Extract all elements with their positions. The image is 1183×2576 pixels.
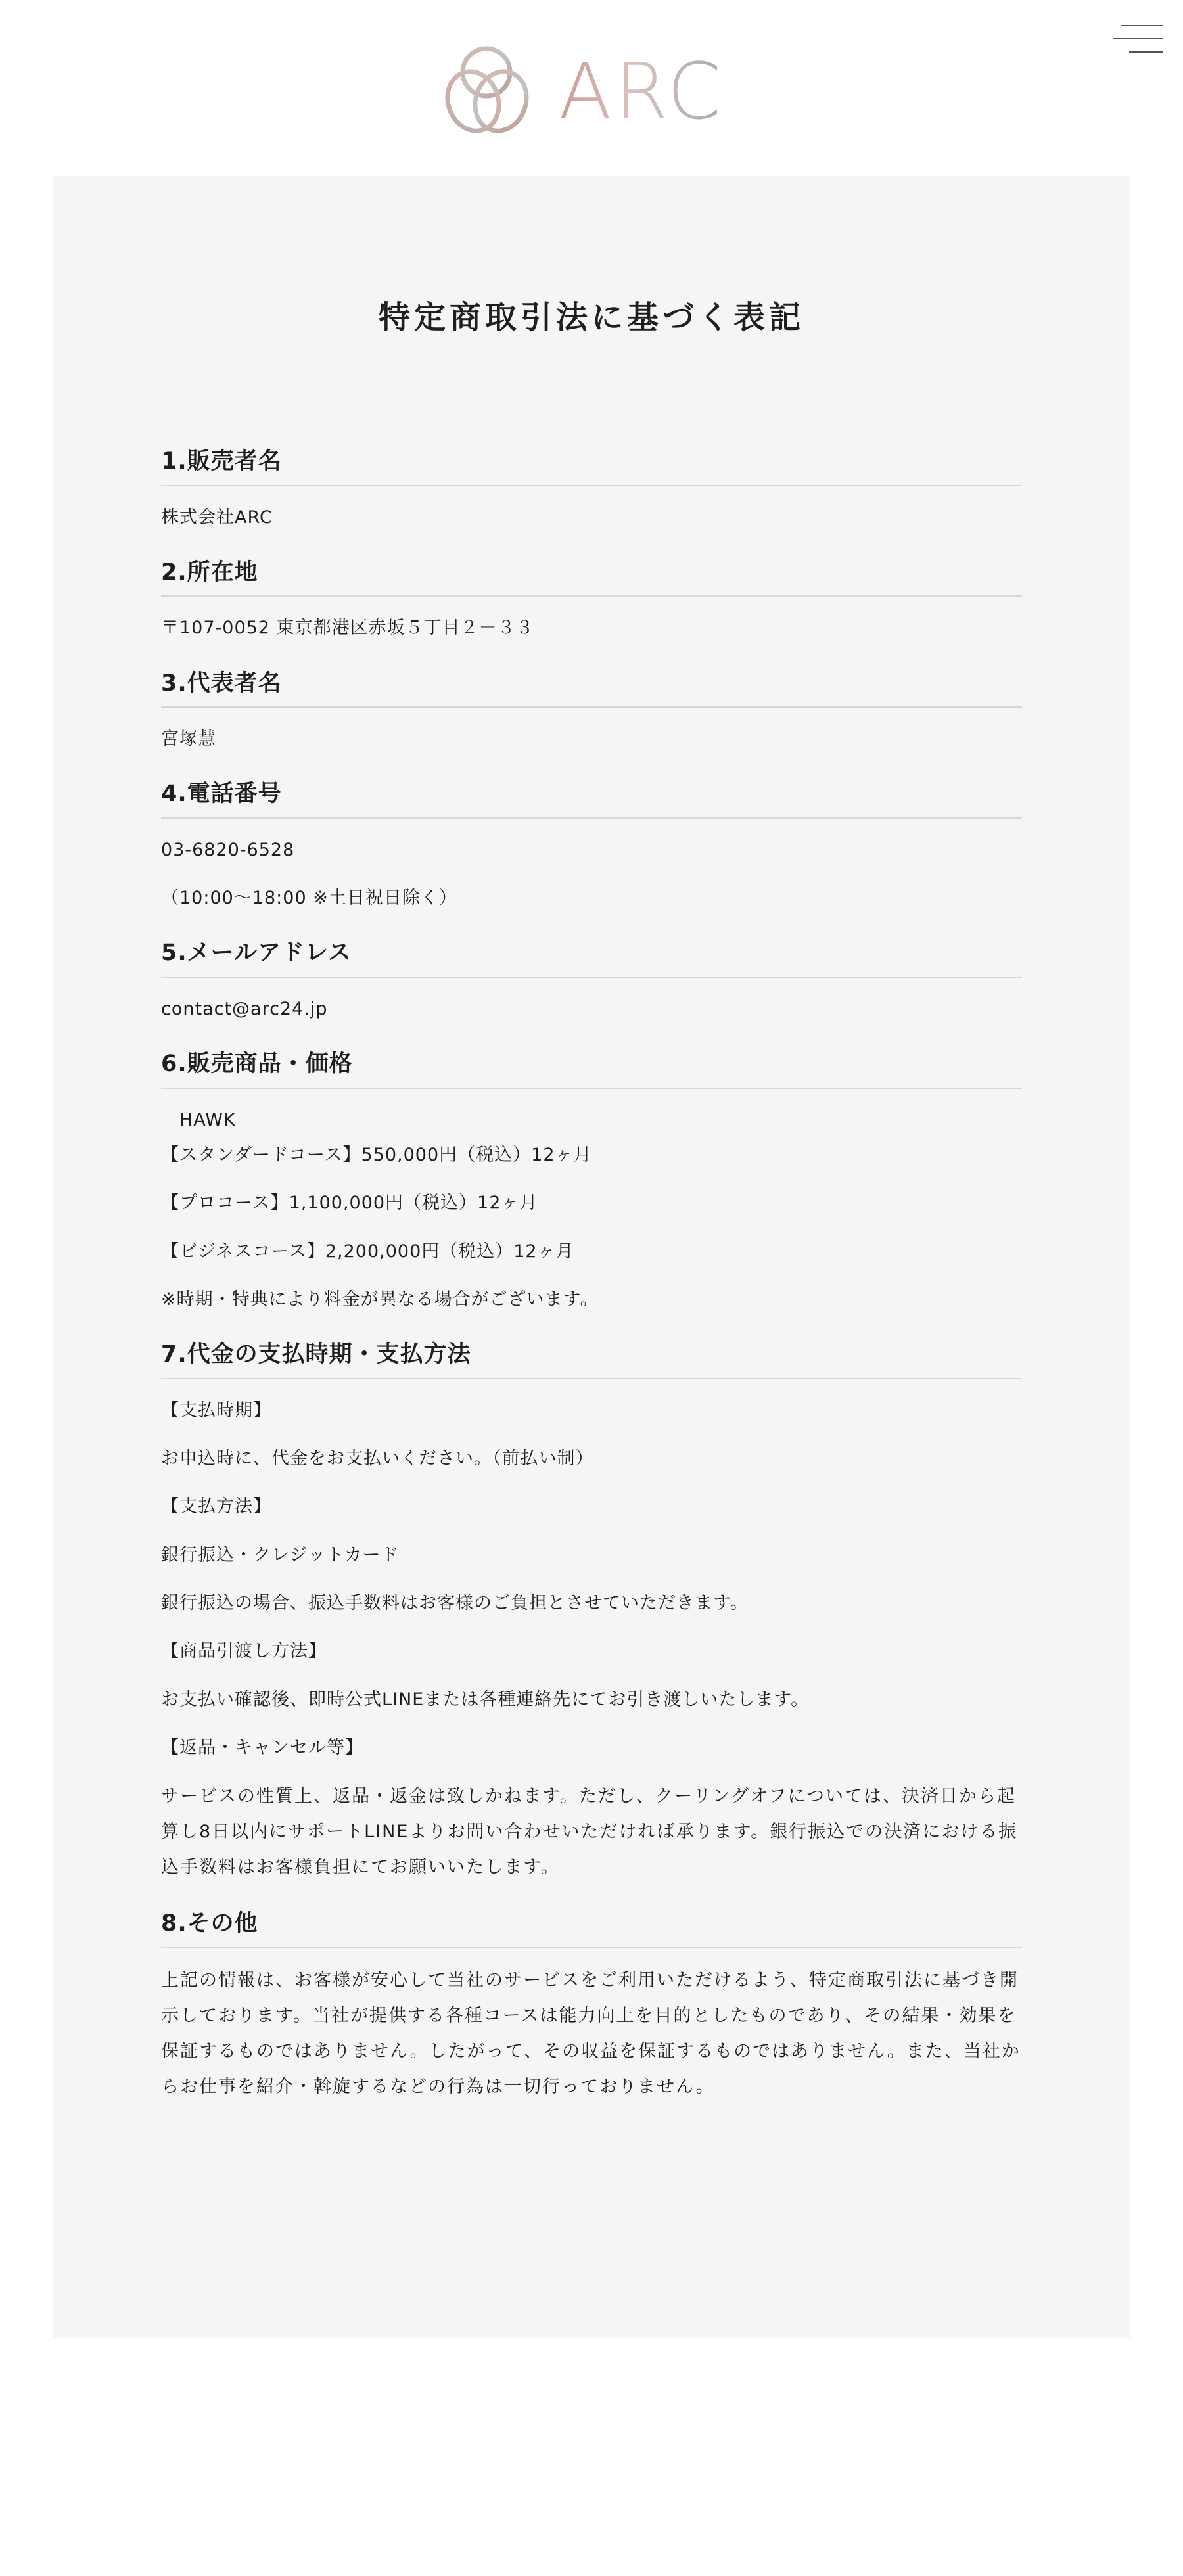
section-heading: 2.所在地 xyxy=(161,558,1022,597)
price-business: 【ビジネスコース】2,200,000円（税込）12ヶ月 xyxy=(161,1241,574,1262)
section-heading: 3.代表者名 xyxy=(161,669,1022,708)
logo-text: ARC xyxy=(559,46,724,137)
delivery-method: お支払い確認後、即時公式LINEまたは各種連絡先にてお引き渡しいたします。 xyxy=(161,1689,810,1710)
delivery-label: 【商品引渡し方法】 xyxy=(161,1641,327,1662)
hamburger-line xyxy=(1121,25,1163,26)
representative-name: 宮塚慧 xyxy=(161,729,216,750)
section-address xyxy=(161,558,1022,645)
section-heading: 6.販売商品・価格 xyxy=(161,1049,1022,1089)
section-products-price xyxy=(161,1049,1022,1316)
site-header xyxy=(0,0,1183,176)
arc-logo[interactable] xyxy=(435,38,751,143)
refund-policy: サービスの性質上、返品・返金は致しかねます。ただし、クーリングオフについては、決済日から起算し8日以内にサポートLINEよりお問い合わせいただければ承ります。銀行振込での決済における振込手数料はお客様負担にてお願いいたします。 xyxy=(161,1786,1018,1878)
section-email xyxy=(161,938,1022,1026)
section-payment xyxy=(161,1340,1022,1885)
seller-name: 株式会社ARC xyxy=(161,507,273,528)
legal-content xyxy=(161,447,1022,2105)
section-heading: 1.販売者名 xyxy=(161,447,1022,486)
page-title: 特定商取引法に基づく表記 xyxy=(378,299,804,336)
phone-number[interactable]: 03-6820-6528 xyxy=(161,839,295,860)
price-pro: 【プロコース】1,100,000円（税込）12ヶ月 xyxy=(161,1193,538,1214)
transfer-fee-note: 銀行振込の場合、振込手数料はお客様のご負担とさせていただきます。 xyxy=(161,1592,749,1613)
section-other xyxy=(161,1909,1022,2105)
phone-hours: （10:00～18:00 ※土日祝日除く） xyxy=(161,888,457,909)
payment-method-label: 【支払方法】 xyxy=(161,1496,271,1517)
email-address[interactable]: contact@arc24.jp xyxy=(161,998,328,1019)
other-disclaimer: 上記の情報は、お客様が安心して当社のサービスをご利用いただけるよう、特定商取引法に基づき開示しております。当社が提供する各種コースは能力向上を目的としたものであり、その結果・効果を保証するものではありません。したがって、その収益を保証するものではありません。また、当社からお仕事を紹介・斡旋するなどの行為は一切行っておりません。 xyxy=(161,1969,1021,2097)
payment-timing-label: 【支払時期】 xyxy=(161,1400,271,1421)
section-heading: 4.電話番号 xyxy=(161,779,1022,819)
section-heading: 5.メールアドレス xyxy=(161,938,1022,978)
product-name: HAWK xyxy=(179,1109,236,1130)
refund-label: 【返品・キャンセル等】 xyxy=(161,1737,363,1758)
price-note: ※時期・特典により料金が異なる場合がございます。 xyxy=(161,1289,599,1310)
address: 〒107-0052 東京都港区赤坂５丁目２－３３ xyxy=(161,618,534,639)
section-seller xyxy=(161,447,1022,534)
payment-timing: お申込時に、代金をお支払いください。（前払い制） xyxy=(161,1448,594,1469)
hamburger-menu-button[interactable] xyxy=(1111,21,1166,58)
section-heading: 8.その他 xyxy=(161,1909,1022,1948)
section-representative xyxy=(161,669,1022,756)
price-standard: 【スタンダードコース】550,000円（税込）12ヶ月 xyxy=(161,1145,592,1166)
section-heading: 7.代金の支払時期・支払方法 xyxy=(161,1340,1022,1379)
section-phone xyxy=(161,779,1022,915)
payment-method: 銀行振込・クレジットカード xyxy=(161,1544,400,1565)
hamburger-line xyxy=(1113,38,1163,39)
hamburger-line xyxy=(1129,51,1163,53)
trefoil-emblem-icon xyxy=(440,49,535,138)
